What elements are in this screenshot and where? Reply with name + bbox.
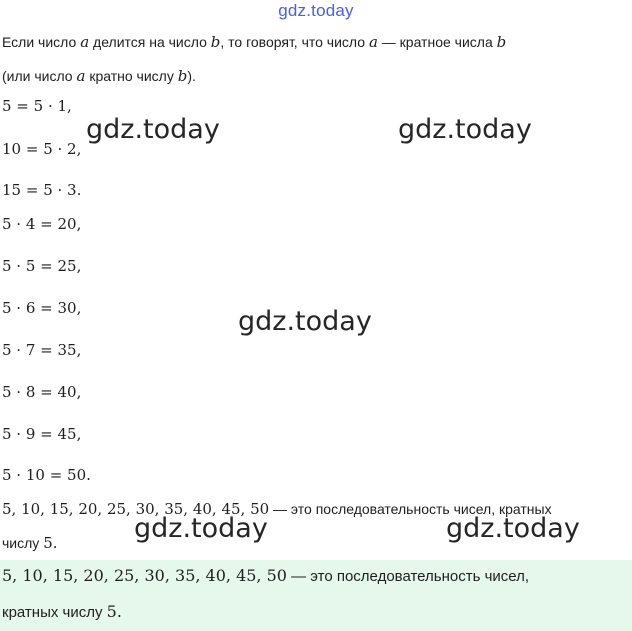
var-b: b <box>210 33 221 51</box>
equation: 5 = 5 · 1, <box>2 97 72 115</box>
number-sequence: 5, 10, 15, 20, 25, 30, 35, 40, 45, 50 <box>2 566 287 585</box>
definition-text: Если число <box>2 34 81 50</box>
number-sequence: 5, 10, 15, 20, 25, 30, 35, 40, 45, 50 <box>2 500 270 518</box>
watermark: gdz.today <box>238 306 372 337</box>
conclusion-number: 5. <box>43 534 58 552</box>
var-b: b <box>177 67 188 85</box>
site-logo-watermark: gdz.today <box>278 1 354 20</box>
watermark: gdz.today <box>86 114 220 145</box>
var-a: a <box>76 67 86 85</box>
equation: 5 · 7 = 35, <box>2 341 82 359</box>
equation: 10 = 5 · 2, <box>2 140 82 158</box>
answer-line-1 <box>2 566 529 585</box>
equation: 5 · 10 = 50. <box>2 466 91 484</box>
watermark: gdz.today <box>446 513 580 544</box>
answer-line-2 <box>2 602 122 621</box>
watermark: gdz.today <box>398 114 532 145</box>
equation: 5 · 8 = 40, <box>2 383 82 401</box>
definition-text: , то говорят, что число <box>220 34 369 50</box>
var-a: a <box>80 33 90 51</box>
conclusion-text: — это последовательность чисел, кратных <box>269 501 552 517</box>
equation: 5 · 6 = 30, <box>2 299 82 317</box>
definition-text: — кратное числа <box>377 34 497 50</box>
equation: 5 · 4 = 20, <box>2 215 82 233</box>
conclusion-line-2 <box>2 533 58 553</box>
var-a: a <box>368 33 378 51</box>
equation: 5 · 9 = 45, <box>2 425 82 443</box>
var-b: b <box>496 33 507 51</box>
equation: 5 · 5 = 25, <box>2 257 82 275</box>
definition-text: (или число <box>2 68 77 84</box>
conclusion-text: числу <box>2 535 44 551</box>
answer-box <box>0 560 632 631</box>
definition-text: ). <box>187 68 196 84</box>
definition-line-2 <box>2 66 196 86</box>
definition-text: кратно числу <box>85 68 178 84</box>
definition-text: делится на число <box>89 34 211 50</box>
definition-line-1 <box>2 32 506 52</box>
equation: 15 = 5 · 3. <box>2 181 82 199</box>
answer-text: — это последовательность чисел, <box>286 568 530 585</box>
watermark: gdz.today <box>134 513 268 544</box>
answer-number: 5. <box>106 602 122 621</box>
answer-text: кратных числу <box>2 604 107 621</box>
